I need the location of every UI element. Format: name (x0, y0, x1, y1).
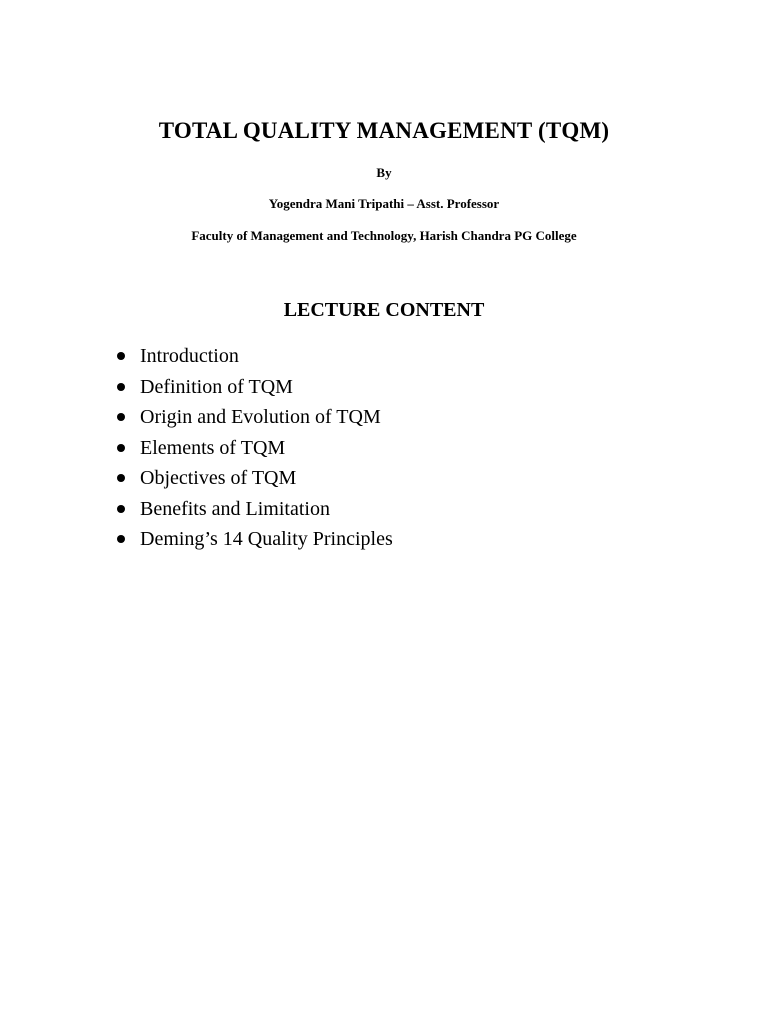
list-item-label: Definition of TQM (140, 375, 293, 398)
bullet-icon (117, 383, 125, 391)
list-item (112, 494, 393, 525)
byline-label: By (376, 165, 392, 180)
list-item-label: Introduction (140, 345, 239, 367)
list-item (112, 402, 393, 433)
affiliation-line: Faculty of Management and Technology, Harish Chandra PG College (191, 228, 577, 243)
section-heading: LECTURE CONTENT (283, 299, 485, 321)
list-item (112, 524, 393, 555)
bullet-icon (117, 352, 125, 360)
list-item-label: Origin and Evolution of TQM (140, 406, 381, 428)
bullet-icon (117, 474, 125, 482)
list-item-label: Elements of TQM (140, 436, 286, 459)
list-item (112, 341, 393, 372)
list-item-label: Benefits and Limitation (140, 497, 330, 520)
list-item (112, 433, 393, 464)
list-item-label: Objectives of TQM (140, 467, 297, 489)
bullet-icon (117, 444, 125, 452)
lecture-content-list (112, 341, 393, 555)
document-title: TOTAL QUALITY MANAGEMENT (TQM) (158, 118, 610, 143)
list-item (112, 372, 393, 403)
list-item-label: Deming’s 14 Quality Principles (140, 528, 393, 550)
author-line: Yogendra Mani Tripathi – Asst. Professor (268, 196, 500, 211)
bullet-icon (117, 505, 125, 513)
bullet-icon (117, 413, 125, 421)
list-item (112, 463, 393, 494)
bullet-icon (117, 535, 125, 543)
